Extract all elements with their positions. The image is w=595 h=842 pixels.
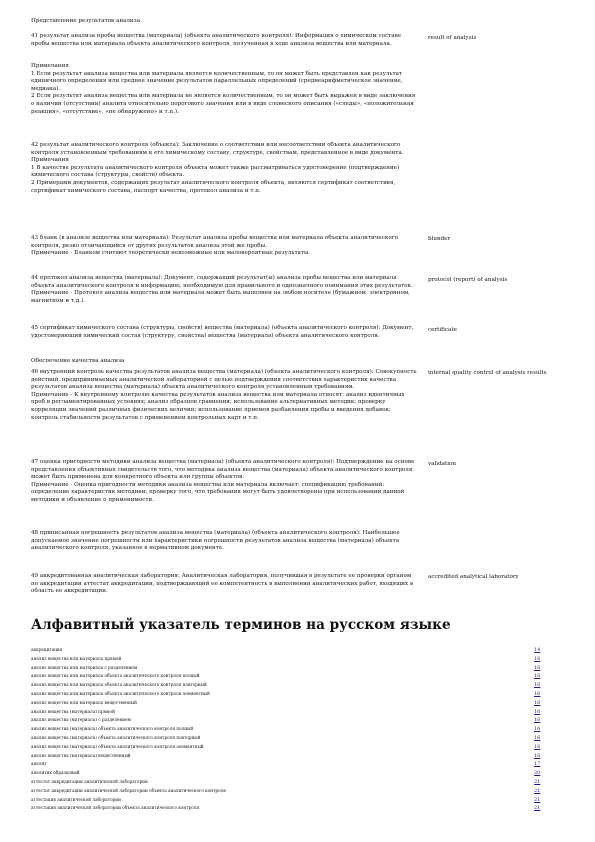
index-term: аттестация аналитической лаборатории объекта аналитического контроля [31, 805, 200, 811]
index-page-link[interactable]: 16 [534, 699, 541, 706]
index-row [31, 787, 546, 796]
term-41-english: result of analysis [428, 35, 477, 41]
index-row [31, 681, 546, 690]
term-45-english: certificate [428, 327, 457, 333]
index-term: анализ вещества или материала прямой [31, 655, 122, 661]
index-term: аналит [31, 761, 47, 767]
index-title: Алфавитный указатель терминов на русском языке [31, 617, 451, 633]
index-term: анализ вещества (материала) вещественный [31, 752, 131, 758]
index-term: анализ вещества (материала) с разделением [31, 717, 131, 723]
index-row [31, 699, 546, 708]
index-row [31, 646, 546, 655]
index-term: аттестат аккредитации аналитической лаборатории объекта аналитического контроля [31, 787, 226, 793]
index-term: аттестация аналитической лаборатории [31, 796, 121, 802]
index-page-link[interactable]: 21 [534, 796, 541, 803]
index-row [31, 655, 546, 664]
index-row [31, 734, 546, 743]
index-page-link[interactable]: 16 [534, 726, 541, 733]
index-row [31, 752, 546, 761]
index-row [31, 778, 546, 787]
term-47: 47 оценка пригодности методики анализа вещества (материала) (объекта аналитического контроля): Подтверждение на основе представления объективных свидетельств того, что методика анализа вещества (материала) объекта аналитического контроля может быть применена для конкретного объекта или группы объектов. Примечание - Оценка пригодности методики анализа вещества или материала включает: спецификацию требований; определение характеристик методики; проверку того, что требования могут быть удовлетворены при использовании данной методики и объявление о применимости. [31, 459, 415, 503]
term-47-english: validation [428, 461, 456, 467]
index-page-link[interactable]: 14 [534, 647, 541, 653]
term-41: 41 результат анализа пробы вещества (материала) (объекта аналитического контроля): Информация о химическом составе пробы вещества или материала объекта аналитического контроля, полученная в ходе анализа вещества или материала. [31, 33, 402, 47]
index-row [31, 690, 546, 699]
index-row [31, 672, 546, 681]
index-row [31, 804, 546, 813]
index-page-link[interactable]: 16 [534, 734, 541, 741]
index-row [31, 769, 546, 778]
index-page-link[interactable]: 16 [534, 682, 541, 689]
term-45: 45 сертификат химического состава (структуры, свойств) вещества (материала) (объекта аналитического контроля): Документ, удостоверяющий химический состав (структуру, свойства) вещества (материала) объекта аналитического контроля. [31, 325, 414, 339]
term-46-english: internal quality control of analysis results [428, 370, 547, 376]
index-page-link[interactable]: 21 [534, 805, 541, 812]
term-49-english: accredited analytical laboratory [428, 574, 519, 580]
alphabetical-index [31, 646, 546, 813]
index-page-link[interactable]: 16 [534, 655, 541, 662]
index-term: анализ вещества (материала) прямой [31, 708, 115, 714]
term-44: 44 протокол анализа вещества (материала): Документ, содержащий результат(ы) анализа пробы вещества или материала объекта аналитического контроля и информацию, необходимую для правильного и однозначного понимания этих результатов. Примечание - Протокол анализа вещества или материала может быть выполнен на любом носителе (бумажном, электронном, магнитном и т.д.). [31, 275, 413, 304]
index-page-link[interactable]: 16 [534, 708, 541, 715]
index-term: анализ вещества или материала объекта аналитического контроля элементный [31, 690, 210, 696]
index-term: анализ вещества или материала с разделением [31, 664, 138, 670]
index-page-link[interactable]: 16 [534, 717, 541, 724]
section-heading-quality: Обеспечение качества анализа [31, 358, 125, 364]
term-43: 43 бланк (в анализе вещества или материала): Результат анализа пробы вещества или материала объекта аналитического контроля, резко отличающийся от других результатов анализа этой же пробы. Примечание - Бланком считают теоретически невозможные или маловероятные результаты. [31, 235, 398, 257]
index-row [31, 725, 546, 734]
index-term: аналитик образцовый [31, 770, 80, 776]
index-page-link[interactable]: 21 [534, 787, 541, 794]
term-41-notes: Примечания 1 Если результат анализа вещества или материала является количественным, то он может быть представлен как результат единичного определения или среднее значение результатов параллельных определений (среднеарифметическое значение, медиана). 2 Если результат анализа вещества или материала не является количественным, то он может быть выражен в виде заключения о наличии (отсутствии) аналита относительно порогового значения или в виде словесного описания («следы», «положительная реакция», «отсутствие», «не обнаружено» и т.п.). [31, 63, 416, 115]
index-page-link[interactable]: 16 [534, 664, 541, 671]
index-page-link[interactable]: 16 [534, 743, 541, 750]
term-44-english: protocol (report) of analysis [428, 277, 508, 283]
index-row [31, 716, 546, 725]
index-row [31, 743, 546, 752]
index-page-link[interactable]: 17 [534, 761, 541, 768]
index-term: анализ вещества (материала) объекта аналитического контроля элементный [31, 743, 204, 749]
index-page-link[interactable]: 21 [534, 778, 541, 785]
index-term: анализ вещества или материала объекта аналитического контроля повторный [31, 682, 207, 688]
section-heading-results: Представление результатов анализа [31, 18, 141, 24]
term-42: 42 результат аналитического контроля (объекта): Заключение о соответствии или несоответствии объекта аналитического контроля установленным требованиям к его химическому составу, структуре, свойствам, представленное в виде документа. Примечания 1 В качестве результата аналитического контроля объекта может также рассматриваться удостоверение (подтверждение) химического состава (структуры, свойств) объекта. 2 Примерами документов, содержащих результат аналитического контроля объекта, являются сертификат соответствия, сертификат химического состава, паспорт качества, протокол анализа и т.п. [31, 142, 404, 194]
index-row [31, 708, 546, 717]
index-term: аттестат аккредитации аналитической лаборатории [31, 778, 148, 784]
index-term: аккредитация [31, 647, 63, 652]
index-page-link[interactable]: 16 [534, 752, 541, 759]
term-46: 46 внутренний контроль качества результатов анализа вещества (материала) (объекта аналитического контроля): Совокупность действий, предпринимаемых аналитической лабораторией с целью подтверждения соответствия характеристик качества результатов анализа вещества (материала) объекта аналитического контроля установленным требованиям. Примечание - К внутреннему контролю качества результатов анализа вещества или материала относят: анализ идентичных проб в регламентированных условиях; анализ образцов сравнения; использование альтернативных методик; проверку корреляции значений различных физических величин; использование приемов разбавления пробы и введения добавок; контроль стабильности результатов с применением контрольных карт и т.п. [31, 369, 417, 421]
index-term: анализ вещества или материала вещественный [31, 699, 137, 705]
index-page-link[interactable]: 16 [534, 673, 541, 680]
index-term: анализ вещества или материала объекта аналитического контроля полный [31, 673, 200, 679]
index-row [31, 760, 546, 769]
index-row [31, 664, 546, 673]
index-term: анализ вещества (материала) объекта аналитического контроля повторный [31, 734, 201, 740]
index-term: анализ вещества (материала) объекта аналитического контроля полный [31, 726, 194, 732]
index-page-link[interactable]: 16 [534, 690, 541, 697]
term-49: 49 аккредитованная аналитическая лаборатория: Аналитическая лаборатория, получившая в результате ее проверки органом по аккредитации аттестат аккредитации, подтверждающий ее компетентность в выполнении аналитических работ, входящих в область ее аккредитации. [31, 573, 414, 595]
term-43-english: blunder [428, 236, 451, 242]
index-page-link[interactable]: 20 [534, 770, 541, 777]
index-row [31, 796, 546, 805]
term-48: 48 приписанная погрешность результатов анализа вещества (материала) (объекта аналитического контроля): Наибольшее допускаемое значение погрешности или характеристики погрешности результатов анализа вещества (материала) объекта аналитического контроля, указанное в нормативном документе. [31, 530, 400, 552]
